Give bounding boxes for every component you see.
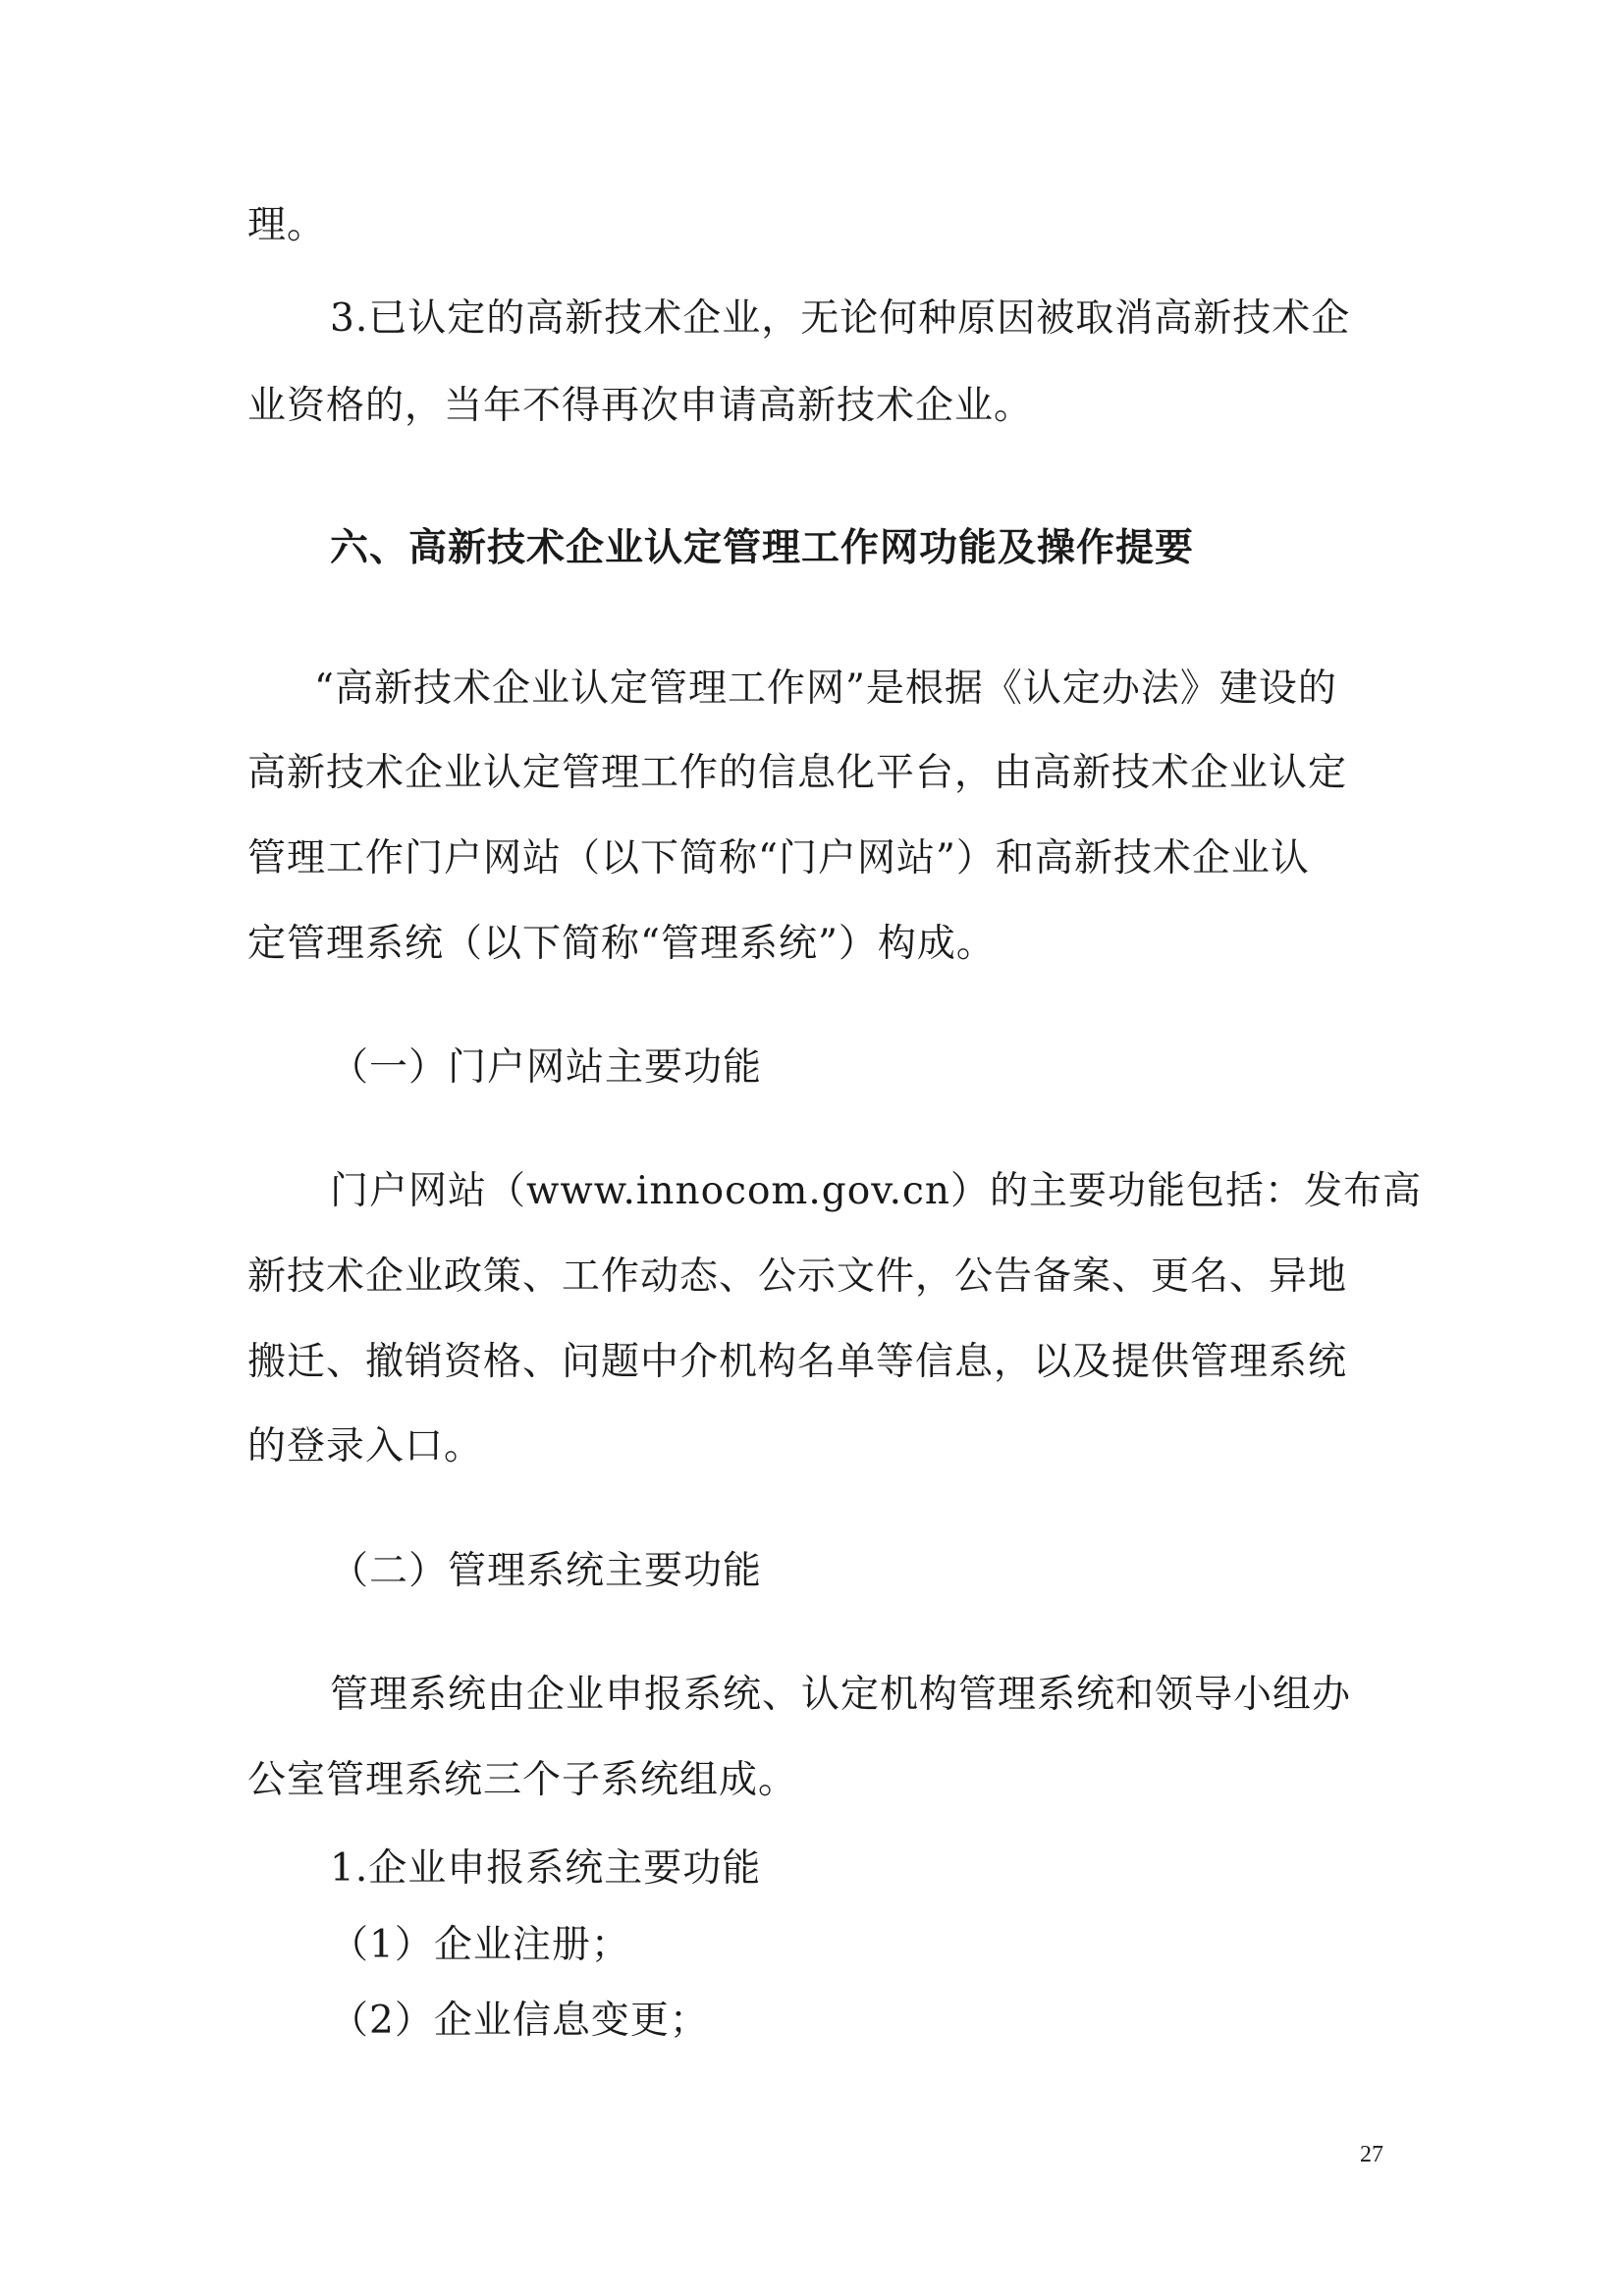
paragraph-continuation-line: 理。 [247,203,327,247]
page-number: 27 [1360,2142,1383,2167]
portal-paragraph-line-2: 新技术企业政策、工作动态、公示文件，公告备案、更名、异地 [247,1255,1348,1299]
portal-paragraph-line-3: 搬迁、撤销资格、问题中介机构名单等信息，以及提供管理系统 [247,1340,1348,1384]
intro-paragraph-line-3: 管理工作门户网站（以下简称“门户网站”）和高新技术企业认 [247,836,1310,881]
system-paragraph-line-2: 公室管理系统三个子系统组成。 [247,1758,798,1802]
list-item-3-line-1: 3.已认定的高新技术企业，无论何种原因被取消高新技术企 [330,296,1351,341]
intro-paragraph-line-1: “高新技术企业认定管理工作网”是根据《认定办法》建设的 [314,667,1337,711]
subsection-heading-1: （一）门户网站主要功能 [330,1045,763,1090]
intro-paragraph-line-2: 高新技术企业认定管理工作的信息化平台，由高新技术企业认定 [247,751,1348,795]
list-item-1: （1）企业注册； [330,1923,630,1967]
portal-paragraph-line-1: 门户网站（www.innocom.gov.cn）的主要功能包括：发布高 [330,1169,1423,1213]
section-heading-6: 六、高新技术企业认定管理工作网功能及操作提要 [330,526,1195,570]
numbered-heading-1: 1.企业申报系统主要功能 [330,1846,762,1891]
intro-paragraph-line-4: 定管理系统（以下简称“管理系统”）构成。 [247,922,996,966]
list-item-2: （2）企业信息变更； [330,1999,709,2043]
list-item-3-line-2: 业资格的，当年不得再次申请高新技术企业。 [247,384,1034,428]
portal-paragraph-line-4: 的登录入口。 [247,1424,484,1468]
system-paragraph-line-1: 管理系统由企业申报系统、认定机构管理系统和领导小组办 [330,1673,1352,1717]
subsection-heading-2: （二）管理系统主要功能 [330,1549,763,1593]
